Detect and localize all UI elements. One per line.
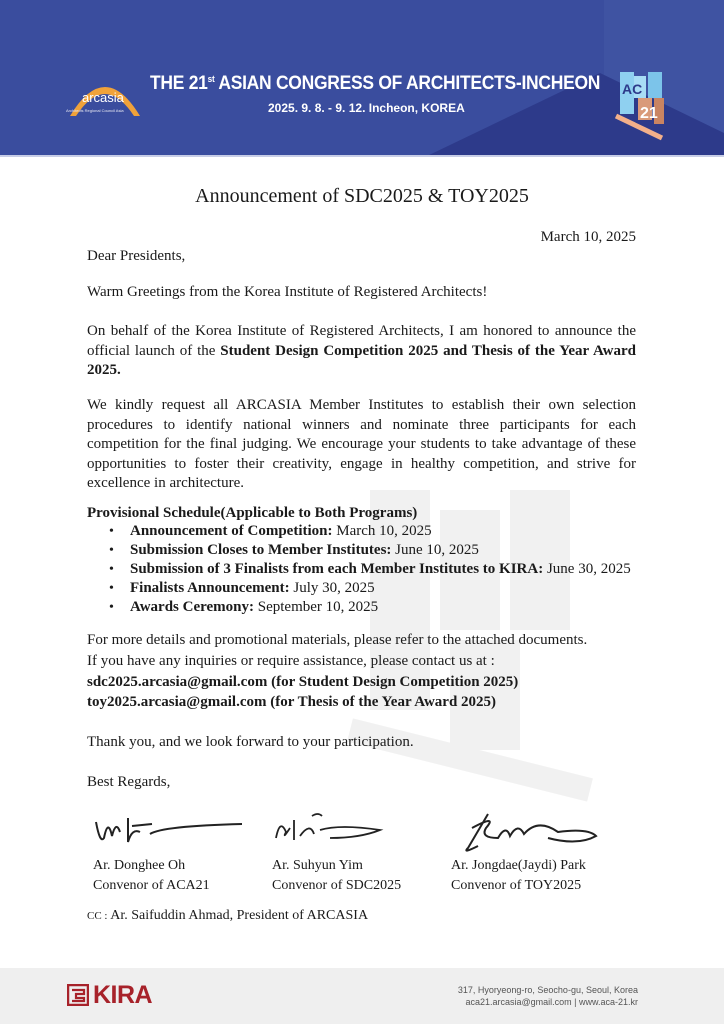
paragraph-announcement: On behalf of the Korea Institute of Registered Architects, I am honored to announce the official launch of the Student Design Competition 2025 and Thesis of the Year Award 2025. [87, 323, 636, 378]
email-sdc-link[interactable]: sdc2025.arcasia@gmail.com (for Student Design Competition 2025) [87, 674, 519, 690]
kira-mark-icon [67, 984, 89, 1006]
schedule-item: • Submission of 3 Finalists from each Member Institutes to KIRA: June 30, 2025 [87, 560, 631, 579]
signatory-2: Ar. Suhyun Yim Convenor of SDC2025 [272, 858, 402, 893]
schedule-item: • Submission Closes to Member Institutes: June 10, 2025 [87, 541, 631, 560]
signature-oh-icon [92, 808, 247, 853]
salutation: Dear Presidents, [87, 248, 186, 264]
congress-title: THE 21st ASIAN CONGRESS OF ARCHITECTS-INCHEON [150, 73, 601, 94]
schedule-item: • Awards Ceremony: September 10, 2025 [87, 598, 631, 617]
schedule-list [87, 522, 631, 617]
greeting: Warm Greetings from the Korea Institute of Registered Architects! [87, 284, 488, 300]
schedule-item: • Announcement of Competition: March 10, 2025 [87, 522, 631, 541]
schedule-heading: Provisional Schedule(Applicable to Both Programs) [87, 505, 418, 521]
footer-contact: aca21.arcasia@gmail.com | www.aca-21.kr [465, 997, 638, 1007]
svg-text:AC: AC [622, 81, 643, 97]
signature-park-icon [458, 808, 603, 853]
details-line: For more details and promotional materials, please refer to the attached documents. [87, 632, 588, 648]
svg-text:21: 21 [640, 105, 658, 122]
arcasia-logo-text: arcasia [82, 90, 124, 105]
aca21-logo-icon [612, 64, 676, 144]
letter-date: March 10, 2025 [540, 229, 636, 245]
congress-dates: 2025. 9. 8. - 9. 12. Incheon, KOREA [268, 101, 465, 115]
signature-yim-icon [270, 808, 390, 853]
kira-logo: KIRA [67, 983, 152, 1007]
arcasia-logo-subtitle: Architects Regional Council Asia [66, 108, 124, 113]
email-toy-link[interactable]: toy2025.arcasia@gmail.com (for Thesis of the Year Award 2025) [87, 694, 497, 710]
paragraph-request: We kindly request all ARCASIA Member Institutes to establish their own selection procedures to identify national winners and nominate three participants for each competition for the final judging. We encourage your students to take advantage of these opportunities to foster their creativity, engage in healthy competition, and strive for excellence in architecture. [87, 397, 636, 491]
contact-line: If you have any inquiries or require assistance, please contact us at : [87, 653, 495, 669]
banner-divider [0, 155, 724, 157]
signatory-1: Ar. Donghee Oh Convenor of ACA21 [93, 858, 210, 893]
cc-line: CC : Ar. Saifuddin Ahmad, President of ARCASIA [87, 908, 369, 923]
regards-line: Best Regards, [87, 774, 171, 790]
document-title: Announcement of SDC2025 & TOY2025 [195, 185, 529, 207]
closing-line: Thank you, and we look forward to your participation. [87, 734, 414, 750]
footer-address: 317, Hyoryeong-ro, Seocho-gu, Seoul, Korea aca21.arcasia@gmail.com | www.aca-21.kr [457, 985, 638, 1007]
schedule-item: • Finalists Announcement: July 30, 2025 [87, 579, 631, 598]
signatory-3: Ar. Jongdae(Jaydi) Park Convenor of TOY2025 [451, 858, 586, 893]
